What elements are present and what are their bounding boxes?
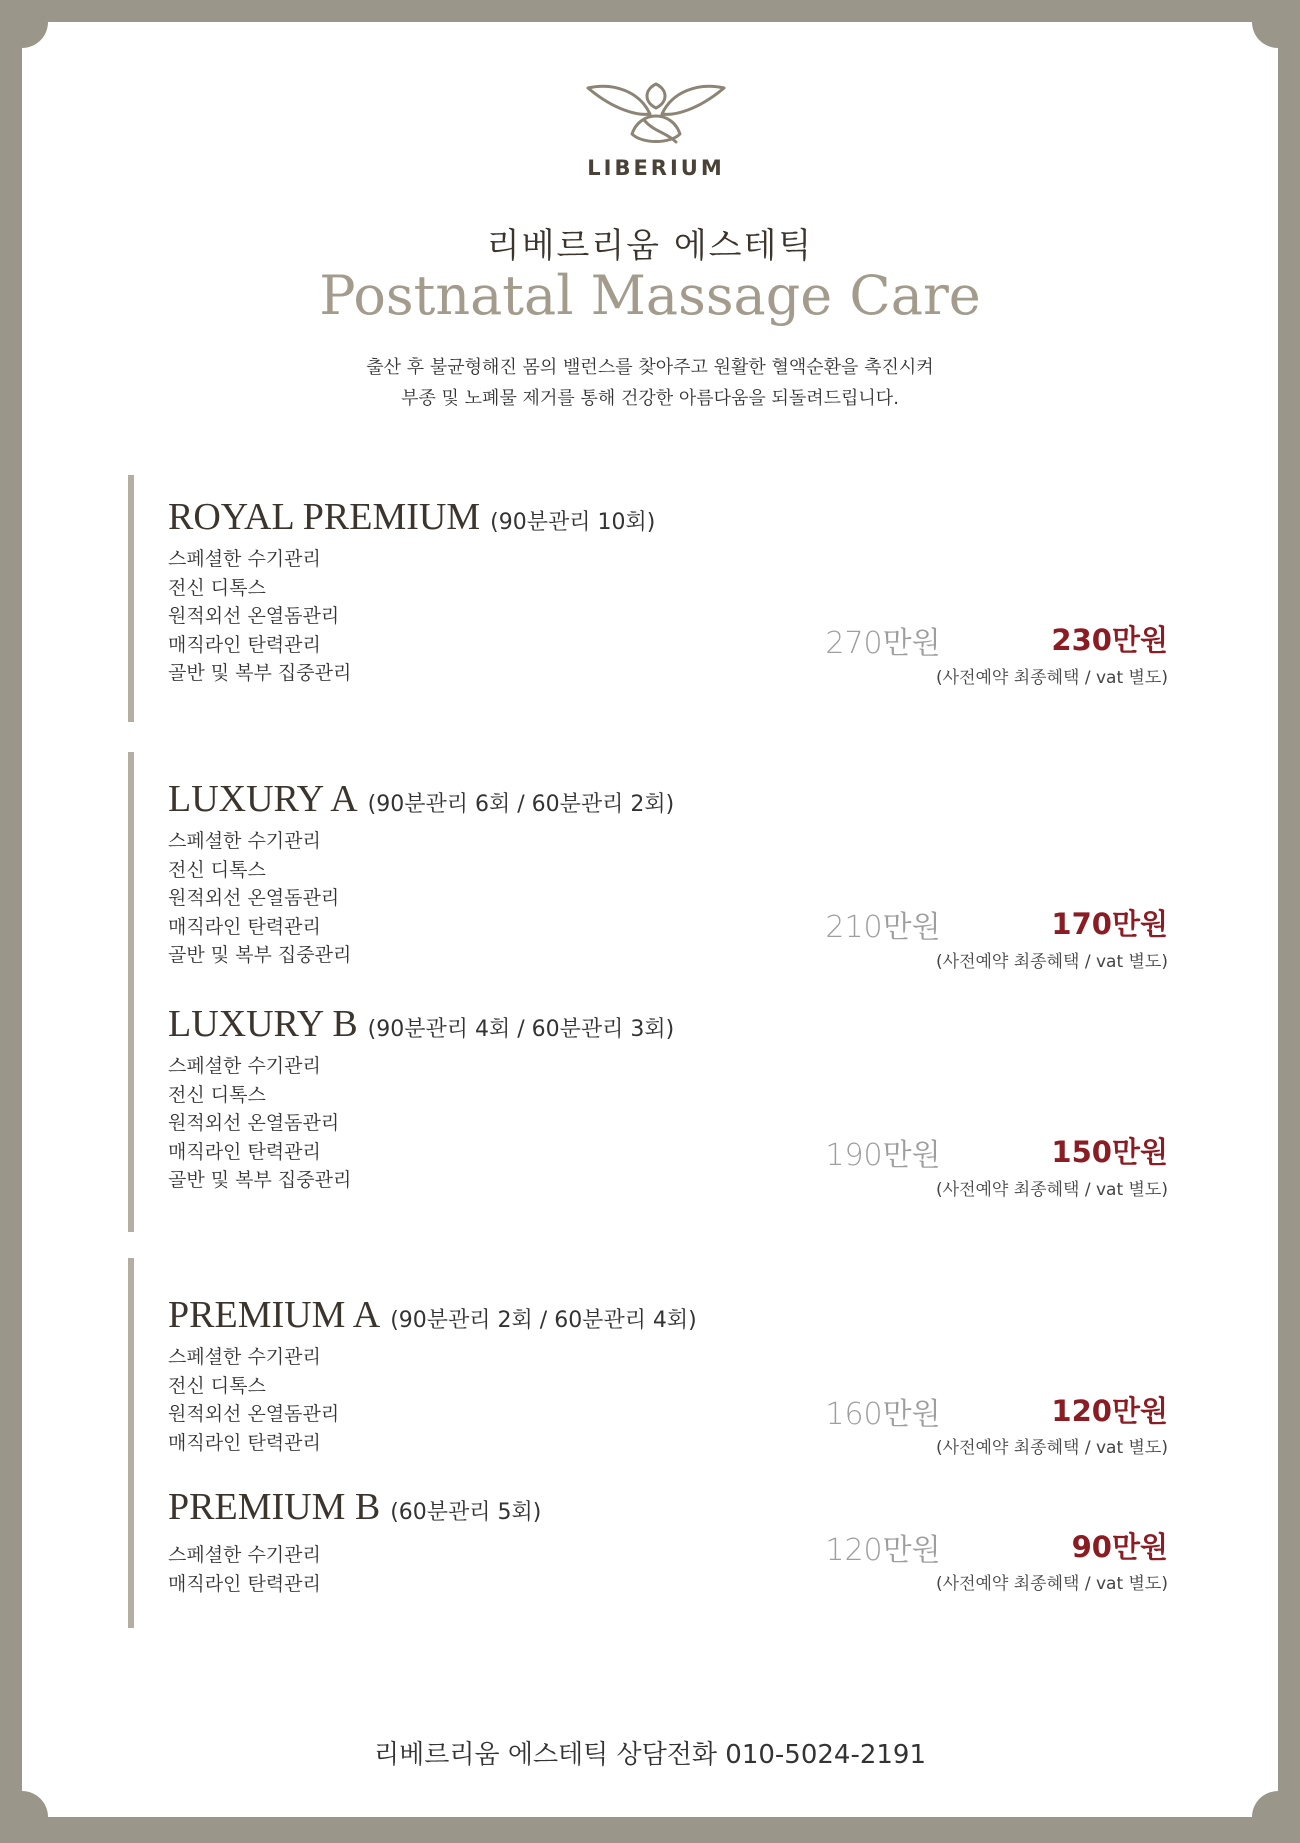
package-luxury-a	[168, 777, 1168, 970]
package-sessions: (90분관리 2회 / 60분관리 4회)	[390, 1308, 697, 1333]
corner-notch	[0, 0, 48, 48]
original-price: 190만원	[825, 1138, 941, 1173]
feature-item: 매직라인 탄력관리	[168, 1140, 321, 1163]
price-note: (사전예약 최종혜택 / vat 별도)	[936, 1574, 1168, 1594]
feature-item: 스페셜한 수기관리	[168, 830, 321, 852]
package-sessions: (90분관리 10회)	[490, 510, 656, 535]
package-royal-premium	[168, 495, 1168, 688]
original-price: 270만원	[825, 626, 941, 661]
feature-item: 매직라인 탄력관리	[168, 1572, 321, 1595]
package-header	[168, 1293, 1168, 1337]
sale-price: 150만원	[1051, 1135, 1168, 1169]
sale-price: 120만원	[1051, 1394, 1168, 1428]
feature-item: 골반 및 복부 집중관리	[168, 1169, 352, 1191]
package-name: PREMIUM A	[168, 1294, 381, 1336]
intro-text	[22, 352, 1278, 414]
feature-item: 원적외선 온열돔관리	[168, 1403, 340, 1425]
package-sessions: (90분관리 4회 / 60분관리 3회)	[367, 1017, 675, 1042]
intro-line: 부종 및 노폐물 제거를 통해 건강한 아름다움을 되돌려드립니다.	[401, 388, 899, 409]
feature-item: 스페셜한 수기관리	[168, 548, 321, 570]
feature-item: 전신 디톡스	[168, 1083, 266, 1106]
price-note: (사전예약 최종혜택 / vat 별도)	[936, 1180, 1168, 1200]
feature-item: 매직라인 탄력관리	[168, 633, 321, 656]
feature-item: 전신 디톡스	[168, 576, 266, 599]
feature-item: 매직라인 탄력관리	[168, 915, 321, 938]
bird-leaf-logo-icon	[584, 80, 728, 150]
price-note: (사전예약 최종혜택 / vat 별도)	[936, 952, 1168, 972]
sale-price: 230만원	[1051, 623, 1168, 657]
package-name: PREMIUM B	[168, 1486, 381, 1528]
corner-notch	[1252, 0, 1300, 48]
contact-footer: 리베르리움 에스테틱 상담전화 010-5024-2191	[373, 1740, 927, 1770]
feature-item: 전신 디톡스	[168, 1374, 266, 1397]
original-price: 160만원	[825, 1397, 941, 1432]
package-group-luxury	[128, 752, 1174, 1232]
package-group-royal	[128, 475, 1174, 722]
feature-item: 매직라인 탄력관리	[168, 1431, 321, 1454]
feature-list	[168, 1052, 1168, 1195]
feature-item: 원적외선 온열돔관리	[168, 1112, 340, 1134]
price-note: (사전예약 최종혜택 / vat 별도)	[936, 1438, 1168, 1458]
corner-notch	[0, 1791, 48, 1843]
package-name: ROYAL PREMIUM	[168, 496, 481, 538]
feature-item: 원적외선 온열돔관리	[168, 605, 340, 627]
sale-price: 170만원	[1051, 907, 1168, 941]
feature-item: 스페셜한 수기관리	[168, 1346, 321, 1368]
package-header	[168, 777, 1168, 821]
package-header	[168, 1485, 1168, 1529]
page-title-korean: 리베르리움 에스테틱	[486, 226, 814, 266]
intro-line: 출산 후 불균형해진 몸의 밸런스를 찾아주고 원활한 혈액순환을 촉진시켜	[366, 357, 934, 378]
package-sessions: (60분관리 5회)	[390, 1500, 542, 1525]
feature-item: 스페셜한 수기관리	[168, 1544, 321, 1566]
original-price: 120만원	[825, 1533, 941, 1568]
feature-item: 전신 디톡스	[168, 858, 266, 881]
page-title: Postnatal Massage Care	[319, 264, 981, 327]
feature-item: 골반 및 복부 집중관리	[168, 662, 352, 684]
price-note: (사전예약 최종혜택 / vat 별도)	[936, 668, 1168, 688]
package-name: LUXURY B	[168, 1003, 358, 1045]
package-luxury-b	[168, 1002, 1168, 1200]
corner-notch	[1252, 1791, 1300, 1843]
package-header	[168, 495, 1168, 539]
sale-price: 90만원	[1071, 1530, 1168, 1564]
brand-logo	[584, 80, 728, 190]
feature-item: 스페셜한 수기관리	[168, 1055, 321, 1077]
feature-item: 원적외선 온열돔관리	[168, 887, 340, 909]
package-header	[168, 1002, 1168, 1046]
package-premium-a	[168, 1293, 1168, 1457]
package-premium-b	[168, 1485, 1168, 1598]
package-name: LUXURY A	[168, 778, 358, 820]
original-price: 210만원	[825, 910, 941, 945]
menu-page	[22, 22, 1278, 1817]
brand-name: LIBERIUM	[587, 156, 725, 180]
package-sessions: (90분관리 6회 / 60분관리 2회)	[367, 792, 675, 817]
feature-item: 골반 및 복부 집중관리	[168, 944, 352, 966]
package-group-premium	[128, 1258, 1174, 1628]
